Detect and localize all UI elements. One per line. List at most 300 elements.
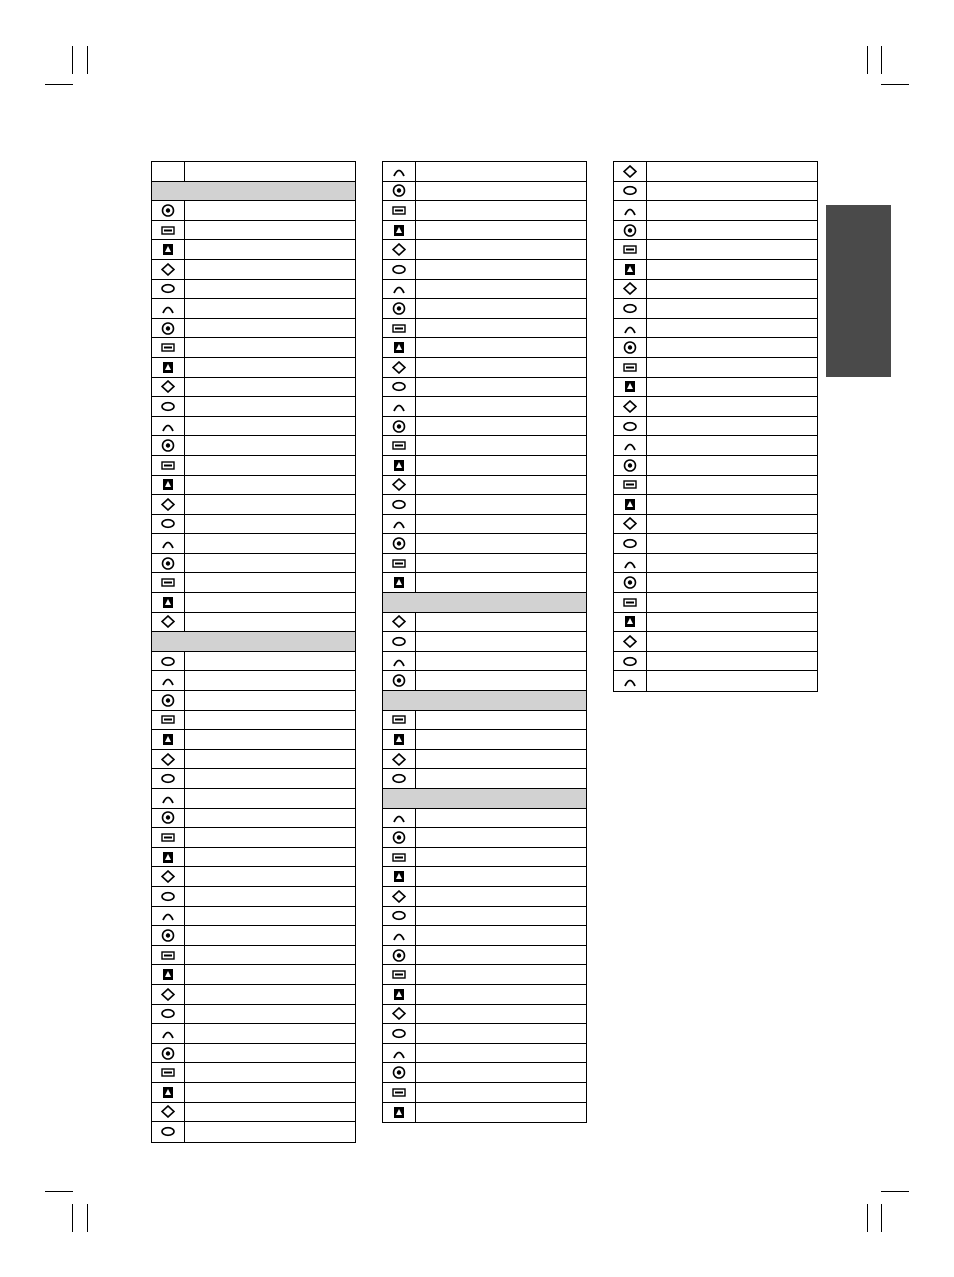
table-row: [152, 769, 355, 789]
logo-cell: [383, 985, 416, 1004]
name-cell: [647, 573, 817, 592]
logo-cell: [383, 1063, 416, 1082]
name-cell: [416, 1103, 586, 1123]
name-cell: [416, 926, 586, 945]
section-tab-marker: [826, 205, 891, 377]
logo-cell: [152, 691, 185, 710]
name-cell: [416, 378, 586, 397]
table-row: [614, 378, 817, 398]
logo-cell: [383, 260, 416, 279]
logo-icon: [392, 713, 406, 726]
name-cell: [416, 1083, 586, 1102]
table-row: [614, 671, 817, 691]
logo-cell: [383, 828, 416, 847]
logo-icon: [392, 1066, 406, 1079]
table-row: [152, 573, 355, 593]
table-row: [383, 573, 586, 593]
logo-icon: [161, 282, 175, 295]
name-cell: [416, 436, 586, 455]
crop-mark: [45, 1191, 73, 1192]
logo-icon: [161, 792, 175, 805]
table-row: [152, 299, 355, 319]
table-row: [152, 1005, 355, 1025]
name-cell: [185, 593, 355, 612]
logo-icon: [392, 282, 406, 295]
logo-cell: [383, 240, 416, 259]
logo-icon: [623, 517, 637, 530]
crop-mark: [881, 1191, 909, 1192]
table-row: [383, 182, 586, 202]
table-row: [383, 417, 586, 437]
name-cell: [185, 221, 355, 240]
logo-icon: [623, 184, 637, 197]
table-row: [383, 1083, 586, 1103]
logo-icon: [161, 596, 175, 609]
table-row: [383, 201, 586, 221]
table-row: [383, 280, 586, 300]
table-row: [152, 691, 355, 711]
table-row: [383, 848, 586, 868]
name-cell: [416, 632, 586, 651]
table-row: [383, 554, 586, 574]
table-row: [614, 397, 817, 417]
name-cell: [416, 613, 586, 632]
logo-cell: [152, 613, 185, 632]
logo-cell: [152, 1044, 185, 1063]
name-cell: [185, 887, 355, 906]
table-row: [152, 789, 355, 809]
sofa-logo-icon: [161, 204, 175, 217]
logo-cell: [152, 1024, 185, 1043]
logo-cell: [152, 162, 185, 181]
logo-cell: [614, 554, 647, 573]
logo-icon: [161, 831, 175, 844]
table-row: [152, 671, 355, 691]
name-cell: [185, 436, 355, 455]
name-cell: [185, 338, 355, 357]
logo-icon: [392, 988, 406, 1001]
table-row: [383, 809, 586, 829]
logo-icon: [161, 694, 175, 707]
logo-cell: [152, 436, 185, 455]
section-header-row: [383, 789, 586, 809]
logo-cell: [383, 907, 416, 926]
table-row: [152, 1103, 355, 1123]
logo-cell: [383, 652, 416, 671]
logo-icon: [623, 675, 637, 688]
logo-icon: [392, 537, 406, 550]
logo-icon: [623, 341, 637, 354]
logo-icon: [392, 420, 406, 433]
name-cell: [185, 260, 355, 279]
name-cell: [185, 201, 355, 220]
table-row: [383, 378, 586, 398]
name-cell: [647, 221, 817, 240]
logo-cell: [383, 358, 416, 377]
logo-icon: [161, 1086, 175, 1099]
name-cell: [185, 769, 355, 788]
table-header-row: [152, 162, 355, 182]
logo-icon: [392, 322, 406, 335]
logo-cell: [152, 789, 185, 808]
logo-cell: [152, 201, 185, 220]
logo-cell: [152, 926, 185, 945]
logo-icon: [623, 361, 637, 374]
logo-icon: [392, 204, 406, 217]
table-row: [152, 887, 355, 907]
logo-icon: [161, 478, 175, 491]
logo-cell: [152, 378, 185, 397]
logo-cell: [383, 946, 416, 965]
logo-cell: [383, 809, 416, 828]
logo-cell: [383, 887, 416, 906]
logo-icon: [392, 517, 406, 530]
logo-cell: [383, 162, 416, 181]
table-row: [614, 476, 817, 496]
logo-icon: [161, 400, 175, 413]
name-cell: [185, 1044, 355, 1063]
table-row: [152, 417, 355, 437]
logo-cell: [152, 397, 185, 416]
table-row: [383, 985, 586, 1005]
table-row: [383, 260, 586, 280]
table-row: [152, 240, 355, 260]
table-row: [383, 1103, 586, 1123]
name-cell: [416, 652, 586, 671]
table-row: [152, 926, 355, 946]
name-cell: [416, 358, 586, 377]
logo-cell: [152, 573, 185, 592]
name-cell: [185, 495, 355, 514]
logo-cell: [614, 417, 647, 436]
crop-mark: [72, 1204, 73, 1232]
table-row: [614, 515, 817, 535]
table-row: [383, 926, 586, 946]
logo-cell: [614, 671, 647, 691]
logo-icon: [623, 282, 637, 295]
logo-cell: [383, 1005, 416, 1024]
logo-icon: [392, 498, 406, 511]
logo-cell: [152, 828, 185, 847]
logo-icon: [161, 870, 175, 883]
name-cell: [647, 182, 817, 201]
name-cell: [647, 378, 817, 397]
logo-table-right: [613, 161, 818, 692]
table-row: [614, 436, 817, 456]
logo-cell: [614, 162, 647, 181]
logo-icon: [623, 498, 637, 511]
table-row: [152, 221, 355, 241]
logo-cell: [152, 358, 185, 377]
logo-icon: [392, 772, 406, 785]
name-cell: [185, 319, 355, 338]
logo-icon: [392, 557, 406, 570]
logo-cell: [152, 985, 185, 1004]
logo-icon: [623, 204, 637, 217]
table-row: [152, 201, 355, 221]
logo-cell: [383, 1024, 416, 1043]
name-cell: [416, 671, 586, 690]
name-cell: [416, 456, 586, 475]
logo-cell: [152, 907, 185, 926]
logo-cell: [383, 515, 416, 534]
logo-cell: [383, 769, 416, 788]
section-header-row: [383, 593, 586, 613]
logo-icon: [161, 929, 175, 942]
logo-icon: [161, 674, 175, 687]
logo-cell: [383, 397, 416, 416]
name-cell: [647, 358, 817, 377]
name-cell: [647, 593, 817, 612]
logo-icon: [392, 243, 406, 256]
logo-cell: [383, 476, 416, 495]
table-row: [152, 476, 355, 496]
logo-icon: [161, 949, 175, 962]
logo-cell: [614, 378, 647, 397]
name-cell: [647, 515, 817, 534]
table-row: [383, 534, 586, 554]
name-cell: [185, 985, 355, 1004]
logo-cell: [383, 201, 416, 220]
logo-icon: [161, 988, 175, 1001]
logo-cell: [152, 456, 185, 475]
logo-cell: [383, 1103, 416, 1123]
logo-cell: [152, 338, 185, 357]
logo-icon: [392, 184, 406, 197]
table-row: [152, 1024, 355, 1044]
logo-cell: [152, 417, 185, 436]
logo-icon: [392, 302, 406, 315]
name-cell: [416, 299, 586, 318]
table-row: [152, 534, 355, 554]
logo-icon: [392, 909, 406, 922]
name-cell: [185, 789, 355, 808]
name-cell: [416, 280, 586, 299]
table-row: [383, 358, 586, 378]
name-cell: [647, 495, 817, 514]
table-row: [152, 260, 355, 280]
logo-cell: [383, 671, 416, 690]
logo-cell: [152, 495, 185, 514]
logo-cell: [383, 456, 416, 475]
table-row: [614, 593, 817, 613]
table-row: [383, 436, 586, 456]
logo-icon: [392, 753, 406, 766]
name-cell: [416, 1005, 586, 1024]
logo-cell: [152, 593, 185, 612]
name-cell: [185, 730, 355, 749]
name-cell: [185, 573, 355, 592]
logo-cell: [383, 613, 416, 632]
table-row: [383, 887, 586, 907]
logo-icon: [161, 1125, 175, 1138]
logo-cell: [383, 182, 416, 201]
name-cell: [416, 573, 586, 592]
logo-icon: [392, 968, 406, 981]
table-row: [614, 240, 817, 260]
logo-cell: [152, 1122, 185, 1142]
table-row: [383, 221, 586, 241]
table-row: [383, 1024, 586, 1044]
name-cell: [185, 1122, 355, 1142]
name-cell: [416, 946, 586, 965]
logo-icon: [623, 224, 637, 237]
logo-cell: [614, 456, 647, 475]
name-cell: [416, 397, 586, 416]
logo-cell: [383, 848, 416, 867]
name-cell: [416, 1063, 586, 1082]
table-row: [152, 867, 355, 887]
table-row: [383, 613, 586, 633]
logo-cell: [152, 554, 185, 573]
name-cell: [416, 1044, 586, 1063]
table-row: [152, 750, 355, 770]
table-row: [152, 1083, 355, 1103]
logo-cell: [614, 260, 647, 279]
logo-cell: [383, 417, 416, 436]
table-row: [383, 319, 586, 339]
logo-cell: [383, 1044, 416, 1063]
table-row: [383, 828, 586, 848]
logo-icon: [392, 1027, 406, 1040]
table-row: [614, 652, 817, 672]
name-cell: [185, 456, 355, 475]
section-header-row: [383, 691, 586, 711]
name-cell: [647, 240, 817, 259]
logo-icon: [623, 302, 637, 315]
table-row: [614, 280, 817, 300]
table-row: [614, 162, 817, 182]
logo-cell: [614, 652, 647, 671]
name-cell: [416, 221, 586, 240]
table-row: [152, 652, 355, 672]
table-row: [383, 495, 586, 515]
name-cell: [416, 182, 586, 201]
table-row: [383, 1063, 586, 1083]
table-row: [614, 221, 817, 241]
sofa-logo-icon: [161, 224, 175, 237]
logo-icon: [161, 733, 175, 746]
crop-mark: [72, 46, 73, 74]
name-cell: [416, 338, 586, 357]
logo-icon: [623, 165, 637, 178]
table-row: [152, 809, 355, 829]
table-row: [614, 358, 817, 378]
name-cell: [185, 280, 355, 299]
table-row: [152, 456, 355, 476]
logo-icon: [392, 380, 406, 393]
logo-cell: [383, 495, 416, 514]
name-cell: [647, 260, 817, 279]
name-cell: [185, 554, 355, 573]
name-cell: [185, 476, 355, 495]
logo-cell: [383, 965, 416, 984]
table-row: [152, 378, 355, 398]
table-row: [383, 632, 586, 652]
name-cell: [185, 809, 355, 828]
name-cell: [185, 848, 355, 867]
logo-cell: [383, 926, 416, 945]
table-row: [614, 632, 817, 652]
logo-cell: [152, 671, 185, 690]
section-header-row: [152, 632, 355, 652]
table-row: [614, 182, 817, 202]
name-cell: [416, 240, 586, 259]
name-cell: [185, 378, 355, 397]
name-cell: [416, 848, 586, 867]
logo-cell: [152, 946, 185, 965]
logo-icon: [392, 459, 406, 472]
name-cell: [416, 809, 586, 828]
logo-icon: [392, 615, 406, 628]
logo-cell: [383, 378, 416, 397]
logo-cell: [152, 711, 185, 730]
name-cell: [647, 417, 817, 436]
table-row: [152, 965, 355, 985]
logo-icon: [392, 929, 406, 942]
logo-cell: [152, 965, 185, 984]
crop-mark: [881, 84, 909, 85]
table-row: [152, 397, 355, 417]
table-row: [614, 338, 817, 358]
logo-icon: [161, 1066, 175, 1079]
name-cell: [185, 240, 355, 259]
logo-cell: [383, 750, 416, 769]
logo-cell: [152, 809, 185, 828]
logo-cell: [152, 652, 185, 671]
logo-cell: [383, 730, 416, 749]
name-cell: [647, 652, 817, 671]
name-cell: [647, 456, 817, 475]
name-cell: [185, 534, 355, 553]
name-cell: [416, 828, 586, 847]
table-row: [383, 671, 586, 691]
name-cell: [185, 965, 355, 984]
logo-icon: [392, 655, 406, 668]
logo-icon: [623, 322, 637, 335]
table-row: [383, 730, 586, 750]
name-cell: [416, 554, 586, 573]
logo-icon: [623, 400, 637, 413]
name-cell: [185, 162, 355, 181]
table-row: [383, 907, 586, 927]
logo-cell: [614, 221, 647, 240]
logo-cell: [152, 260, 185, 279]
logo-cell: [383, 554, 416, 573]
name-cell: [647, 319, 817, 338]
name-cell: [416, 201, 586, 220]
crop-mark: [867, 46, 868, 74]
logo-cell: [383, 280, 416, 299]
logo-cell: [383, 299, 416, 318]
logo-cell: [152, 887, 185, 906]
table-row: [383, 476, 586, 496]
name-cell: [416, 319, 586, 338]
name-cell: [647, 299, 817, 318]
name-cell: [416, 476, 586, 495]
logo-icon: [392, 341, 406, 354]
logo-icon: [623, 655, 637, 668]
table-row: [152, 593, 355, 613]
logo-icon: [623, 380, 637, 393]
logo-icon: [623, 420, 637, 433]
logo-cell: [614, 436, 647, 455]
logo-cell: [614, 613, 647, 632]
logo-cell: [383, 632, 416, 651]
name-cell: [647, 554, 817, 573]
name-cell: [185, 1103, 355, 1122]
table-row: [383, 769, 586, 789]
